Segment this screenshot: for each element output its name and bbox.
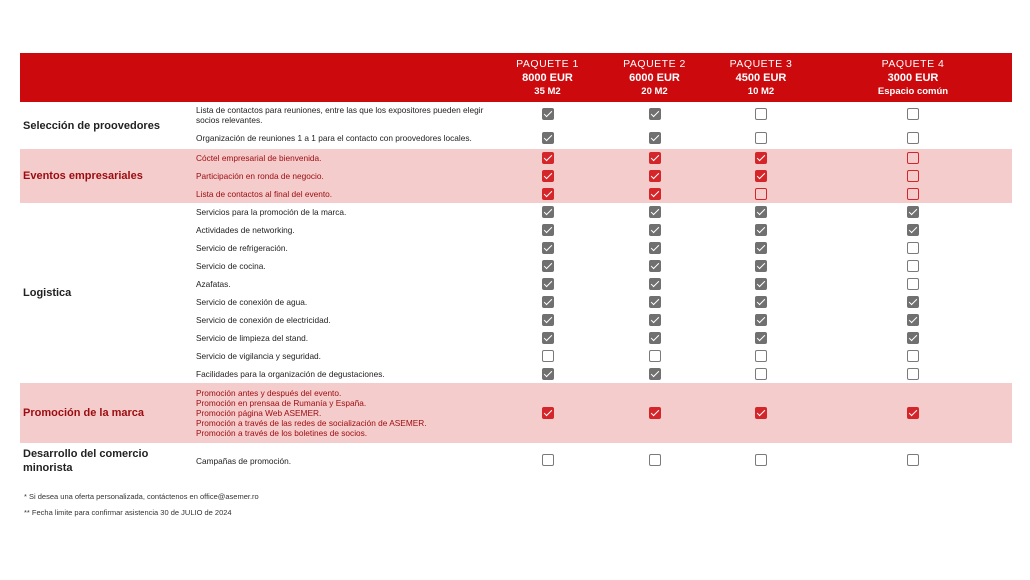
- section-label: Eventos empresariales: [20, 149, 196, 203]
- package-2-cell: [601, 149, 708, 167]
- checked-checkbox-icon: [649, 188, 661, 200]
- package-3-cell: [708, 443, 814, 478]
- package-4-cell: [814, 185, 1012, 203]
- package-4-cell: [814, 203, 1012, 221]
- unchecked-checkbox-icon: [649, 350, 661, 362]
- feature-text: Campañas de promoción.: [196, 455, 292, 466]
- feature-text: Servicio de limpieza del stand.: [196, 333, 309, 343]
- package-3-cell: [708, 127, 814, 149]
- feature-text: Servicio de refrigeración.: [196, 243, 288, 253]
- checked-checkbox-icon: [907, 206, 919, 218]
- unchecked-checkbox-icon: [755, 368, 767, 380]
- checked-checkbox-icon: [649, 170, 661, 182]
- footnote-offer: * Si desea una oferta personalizada, contáctenos en office@asemer.ro: [24, 492, 259, 501]
- checked-checkbox-icon: [755, 170, 767, 182]
- feature-text: Lista de contactos para reuniones, entre las que los expositores pueden elegir socios relevantes.: [196, 104, 484, 125]
- package-4-cell: [814, 221, 1012, 239]
- checked-checkbox-icon: [649, 108, 661, 120]
- section-label: Promoción de la marca: [20, 383, 196, 443]
- checked-checkbox-icon: [649, 314, 661, 326]
- package-1-cell: [494, 102, 601, 127]
- package-1-cell: [494, 311, 601, 329]
- package-1-cell: [494, 383, 601, 443]
- checked-checkbox-icon: [542, 242, 554, 254]
- unchecked-checkbox-icon: [755, 454, 767, 466]
- package-2-cell: [601, 239, 708, 257]
- package-2-cell: [601, 443, 708, 478]
- package-price: 4500 EUR: [735, 71, 787, 84]
- table-row: [20, 203, 1012, 221]
- package-2-cell: [601, 365, 708, 383]
- package-3-cell: [708, 347, 814, 365]
- package-4-cell: [814, 275, 1012, 293]
- package-1-cell: [494, 257, 601, 275]
- table-row: [20, 383, 1012, 443]
- unchecked-checkbox-icon: [755, 350, 767, 362]
- unchecked-checkbox-icon: [907, 152, 919, 164]
- package-2-cell: [601, 257, 708, 275]
- checked-checkbox-icon: [907, 332, 919, 344]
- section-label: Desarrollo del comercio minorista: [23, 447, 149, 474]
- checked-checkbox-icon: [649, 278, 661, 290]
- package-header-1: [494, 53, 601, 102]
- package-area: Espacio común: [877, 85, 949, 97]
- footnotes: [24, 489, 259, 521]
- package-name: PAQUETE 1: [516, 57, 579, 70]
- package-2-cell: [601, 275, 708, 293]
- packages-table: [20, 53, 1012, 478]
- package-3-cell: [708, 149, 814, 167]
- package-1-cell: [494, 127, 601, 149]
- package-1-cell: [494, 347, 601, 365]
- checked-checkbox-icon: [755, 206, 767, 218]
- package-1-cell: [494, 293, 601, 311]
- checked-checkbox-icon: [649, 368, 661, 380]
- package-3-cell: [708, 185, 814, 203]
- feature-text: Actividades de networking.: [196, 225, 295, 235]
- package-3-cell: [708, 203, 814, 221]
- package-2-cell: [601, 347, 708, 365]
- checked-checkbox-icon: [649, 332, 661, 344]
- unchecked-checkbox-icon: [907, 132, 919, 144]
- checked-checkbox-icon: [542, 368, 554, 380]
- checked-checkbox-icon: [755, 224, 767, 236]
- checked-checkbox-icon: [542, 224, 554, 236]
- package-2-cell: [601, 185, 708, 203]
- unchecked-checkbox-icon: [542, 350, 554, 362]
- package-header-3: [708, 53, 814, 102]
- package-price: 8000 EUR: [522, 71, 573, 84]
- feature-text: Facilidades para la organización de degustaciones.: [196, 369, 385, 379]
- unchecked-checkbox-icon: [907, 170, 919, 182]
- checked-checkbox-icon: [907, 296, 919, 308]
- unchecked-checkbox-icon: [542, 454, 554, 466]
- checked-checkbox-icon: [755, 260, 767, 272]
- unchecked-checkbox-icon: [907, 108, 919, 120]
- feature-text: Cóctel empresarial de bienvenida.: [196, 149, 494, 167]
- checked-checkbox-icon: [542, 170, 554, 182]
- checked-checkbox-icon: [542, 278, 554, 290]
- feature-text: Servicio de conexión de agua.: [196, 297, 308, 307]
- package-1-cell: [494, 443, 601, 478]
- checked-checkbox-icon: [649, 407, 661, 419]
- package-area: 10 M2: [747, 85, 775, 97]
- package-2-cell: [601, 102, 708, 127]
- package-4-cell: [814, 365, 1012, 383]
- feature-text: Azafatas.: [196, 279, 231, 289]
- checked-checkbox-icon: [542, 206, 554, 218]
- unchecked-checkbox-icon: [755, 108, 767, 120]
- checked-checkbox-icon: [542, 314, 554, 326]
- checked-checkbox-icon: [542, 188, 554, 200]
- header-row: [20, 53, 1012, 102]
- checked-checkbox-icon: [755, 332, 767, 344]
- package-header-2: [601, 53, 708, 102]
- package-header-4: [814, 53, 1012, 102]
- checked-checkbox-icon: [649, 224, 661, 236]
- feature-text: Organización de reuniones 1 a 1 para el contacto con proovedores locales.: [196, 133, 472, 143]
- package-3-cell: [708, 102, 814, 127]
- package-3-cell: [708, 383, 814, 443]
- package-4-cell: [814, 257, 1012, 275]
- package-2-cell: [601, 311, 708, 329]
- package-3-cell: [708, 329, 814, 347]
- package-4-cell: [814, 383, 1012, 443]
- package-1-cell: [494, 221, 601, 239]
- package-4-cell: [814, 329, 1012, 347]
- unchecked-checkbox-icon: [907, 188, 919, 200]
- package-4-cell: [814, 443, 1012, 478]
- package-2-cell: [601, 221, 708, 239]
- header-blank-feature: [196, 53, 494, 102]
- package-3-cell: [708, 257, 814, 275]
- table-row: [20, 443, 1012, 478]
- feature-text: Lista de contactos al final del evento.: [196, 185, 494, 203]
- feature-text: Participación en ronda de negocio.: [196, 167, 494, 185]
- unchecked-checkbox-icon: [907, 242, 919, 254]
- checked-checkbox-icon: [542, 132, 554, 144]
- package-3-cell: [708, 167, 814, 185]
- unchecked-checkbox-icon: [907, 278, 919, 290]
- checked-checkbox-icon: [907, 407, 919, 419]
- package-area: 20 M2: [641, 85, 668, 97]
- package-4-cell: [814, 347, 1012, 365]
- checked-checkbox-icon: [542, 407, 554, 419]
- package-1-cell: [494, 239, 601, 257]
- feature-text: Servicios para la promoción de la marca.: [196, 207, 347, 217]
- feature-text: Servicio de cocina.: [196, 261, 266, 271]
- package-3-cell: [708, 365, 814, 383]
- unchecked-checkbox-icon: [907, 350, 919, 362]
- footnote-deadline: ** Fecha limite para confirmar asistencia 30 de JULIO de 2024: [24, 508, 232, 517]
- package-price: 3000 EUR: [887, 71, 939, 84]
- checked-checkbox-icon: [755, 407, 767, 419]
- checked-checkbox-icon: [755, 278, 767, 290]
- feature-text: Servicio de vigilancia y seguridad.: [196, 351, 321, 361]
- package-3-cell: [708, 239, 814, 257]
- checked-checkbox-icon: [542, 296, 554, 308]
- package-4-cell: [814, 311, 1012, 329]
- package-2-cell: [601, 127, 708, 149]
- checked-checkbox-icon: [907, 224, 919, 236]
- unchecked-checkbox-icon: [755, 132, 767, 144]
- unchecked-checkbox-icon: [907, 454, 919, 466]
- unchecked-checkbox-icon: [649, 454, 661, 466]
- table-row: [20, 149, 1012, 167]
- checked-checkbox-icon: [907, 314, 919, 326]
- unchecked-checkbox-icon: [907, 368, 919, 380]
- checked-checkbox-icon: [755, 296, 767, 308]
- package-3-cell: [708, 275, 814, 293]
- package-1-cell: [494, 149, 601, 167]
- table-row: [20, 102, 1012, 127]
- package-4-cell: [814, 127, 1012, 149]
- package-2-cell: [601, 293, 708, 311]
- checked-checkbox-icon: [649, 296, 661, 308]
- package-4-cell: [814, 293, 1012, 311]
- package-1-cell: [494, 275, 601, 293]
- checked-checkbox-icon: [542, 332, 554, 344]
- checked-checkbox-icon: [542, 260, 554, 272]
- unchecked-checkbox-icon: [907, 260, 919, 272]
- package-4-cell: [814, 239, 1012, 257]
- checked-checkbox-icon: [649, 152, 661, 164]
- table-body: [20, 102, 1012, 478]
- package-price: 6000 EUR: [629, 71, 680, 84]
- package-1-cell: [494, 365, 601, 383]
- checked-checkbox-icon: [755, 242, 767, 254]
- package-1-cell: [494, 329, 601, 347]
- package-4-cell: [814, 102, 1012, 127]
- checked-checkbox-icon: [755, 314, 767, 326]
- package-1-cell: [494, 167, 601, 185]
- feature-text: Promoción antes y después del evento. Promoción en prensaa de Rumanía y España. Promoción página Web ASEMER. Promoción a través de las redes de socialización de ASEMER. Promoción a través de los boletines de socios.: [196, 383, 494, 443]
- package-1-cell: [494, 203, 601, 221]
- package-area: 35 M2: [534, 85, 561, 97]
- checked-checkbox-icon: [542, 108, 554, 120]
- checked-checkbox-icon: [755, 152, 767, 164]
- packages-table-wrap: [20, 53, 1012, 478]
- package-4-cell: [814, 167, 1012, 185]
- checked-checkbox-icon: [649, 242, 661, 254]
- package-3-cell: [708, 293, 814, 311]
- package-2-cell: [601, 329, 708, 347]
- package-3-cell: [708, 311, 814, 329]
- checked-checkbox-icon: [649, 260, 661, 272]
- section-label: Selección de proovedores: [23, 119, 160, 132]
- header-blank-label: [20, 53, 196, 102]
- package-2-cell: [601, 203, 708, 221]
- feature-text: Servicio de conexión de electricidad.: [196, 315, 331, 325]
- package-3-cell: [708, 221, 814, 239]
- checked-checkbox-icon: [542, 152, 554, 164]
- package-2-cell: [601, 167, 708, 185]
- package-name: PAQUETE 4: [881, 57, 945, 70]
- package-name: PAQUETE 2: [623, 57, 686, 70]
- checked-checkbox-icon: [649, 132, 661, 144]
- section-label: Logistica: [23, 287, 72, 299]
- unchecked-checkbox-icon: [755, 188, 767, 200]
- package-2-cell: [601, 383, 708, 443]
- package-name: PAQUETE 3: [729, 57, 793, 70]
- package-1-cell: [494, 185, 601, 203]
- package-4-cell: [814, 149, 1012, 167]
- checked-checkbox-icon: [649, 206, 661, 218]
